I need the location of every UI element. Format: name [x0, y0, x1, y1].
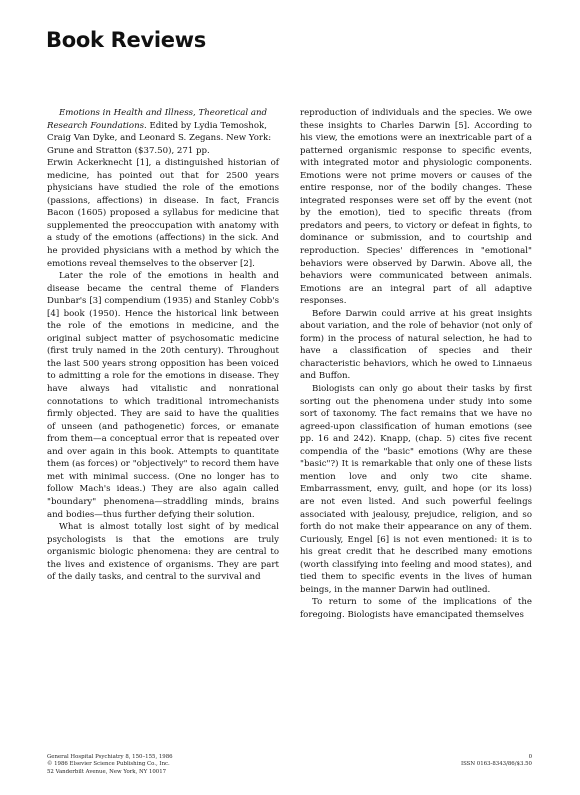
book-title: Emotions in Health and Illness, Theoretical and Research Foundations. [47, 108, 268, 131]
book-details: Edited by Lydia Temoshok, Craig Van Dyke, and Leonard S. Zegans. New York: Grune and Stratton ($37.50), 271 pp. [47, 120, 272, 156]
left-column [47, 107, 279, 584]
page-number: 0 [528, 754, 532, 760]
footer-line: © 1986 Elsevier Science Publishing Co., Inc. [47, 761, 170, 768]
issn: ISSN 0163-8343/86/$3.50 [460, 761, 532, 768]
footer-line: 52 Vanderbilt Avenue, New York, NY 10017 [47, 768, 167, 775]
paragraph: Before Darwin could arrive at his great insights about variation, and the role of behavior (not only of form) in the process of natural selection, he had to have a classification of species and their characteristic behaviors, which he owed to Linnaeus and Buffon. [300, 308, 532, 382]
section-title: Book Reviews [46, 28, 206, 52]
footer-right [461, 754, 532, 769]
right-column [300, 107, 532, 621]
paragraph: Biologists can only go about their tasks by first sorting out the phenomena under study into some sort of taxonomy. The fact remains that we have no agreed-upon classification of human emotions (see pp. 16 and 242). Knapp, (chap. 5) cites five recent compendia of the "basic" emotions (Why are these "basic"?) It is remarkable that only one of these lists mention love and only two cite shame. Embarrassment, envy, guilt, and hope (or its loss) are not even listed. And such powerful feelings associated with jealousy, prejudice, religion, and so forth do not make their appearance on any of them. Curiously, Engel [6] is not even mentioned: it is to his great credit that he described many emotions (worth classifying into feeling and mood states), and tied them to specific events in the lives of human beings, in the manner Darwin had outlined. [300, 384, 532, 595]
paragraph: Erwin Ackerknecht [1], a distinguished historian of medicine, has pointed out that for 2500 years physicians have studied the role of the emotions (passions, affections) in disease. In fact, Francis Bacon (1605) proposed a syllabus for medicine that supplemented the preoccupation with anatomy with a study of the emotions (affections) in the sick. And he provided physicians with a method by which the emotions reveal themselves to the observer [2]. [47, 158, 279, 269]
book-reference [47, 107, 279, 157]
journal-citation [47, 754, 173, 776]
paragraph: Later the role of the emotions in health and disease became the central theme of Flanders Dunbar's [3] compendium (1935) and Stanley Cobb's [4] book (1950). Hence the historical link between the role of the emotions in medicine, and the original subject matter of psychosomatic medicine (first truly named in the 20th century). Throughout the last 500 years strong opposition has been voiced to admitting a role for the emotions in disease. They have always had vitalistic and nonrational connotations to which traditional intromechanists firmly objected. They are said to have the qualities of unseen (and pathogenetic) forces, or emanate from them—a conceptual error that is repeated over and over again in this book. Attempts to quantitate them (as forces) or "objectively" to record them have met with minimal success. (One no longer has to follow Mach's ideas.) They are also again called "boundary" phenomena—straddling minds, brains and bodies—thus further defying their solution. [47, 271, 279, 520]
paragraph: To return to some of the implications of the foregoing. Biologists have emancipated themselves [300, 597, 532, 620]
paragraph: What is almost totally lost sight of by medical psychologists is that the emotions are truly organismic biologic phenomena: they are central to the lives and existence of organisms. They are part of the daily tasks, and central to the survival and [47, 522, 279, 583]
paragraph: reproduction of individuals and the species. We owe these insights to Charles Darwin [5]. According to his view, the emotions were an inextricable part of a patterned organismic response to specific events, with integrated motor and physiologic components. Emotions were not prime movers or causes of the entire response, nor of the bodily changes. These integrated responses were set off by the event (not by the emotion), tied to specific threats (from predators and peers, to victory or defeat in fights, to dominance or submission, and to courtship and reproduction. Species' differences in "emotional" behaviors were observed by Darwin. Above all, the behaviors were communicated between animals. Emotions are an integral part of all adaptive responses. [300, 108, 532, 307]
footer-line: General Hospital Psychiatry 8, 150–155, 1986 [47, 754, 173, 760]
